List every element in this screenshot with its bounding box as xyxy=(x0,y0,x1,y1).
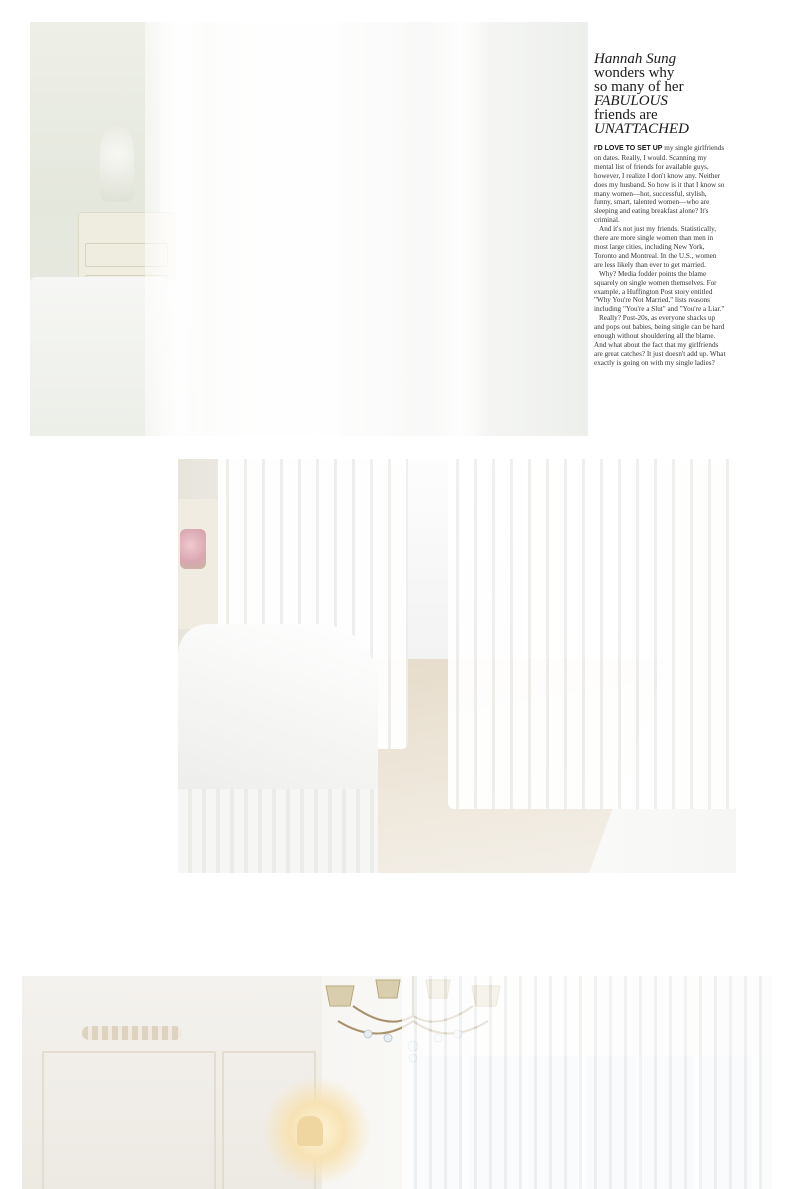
headline-line: FABULOUS xyxy=(594,93,668,109)
headline-line: UNATTACHED xyxy=(594,121,690,137)
bed-skirt xyxy=(178,789,378,873)
headline-line: friends are xyxy=(594,107,658,123)
curtain-fold xyxy=(150,22,210,436)
paragraph-text: my single girlfriends on dates. Really, I would. Scanning my mental list of friends for available guys, however, I realize I don't know any. Neither does my husband. So how is it that I know so many women—hot, successful, stylish, funny, smart, talented women—who are sleeping and eating breakfast alone? It's criminal. xyxy=(594,144,725,225)
article-paragraph xyxy=(594,144,726,225)
article-headline xyxy=(594,52,726,136)
sheer-curtain-photo-top xyxy=(30,22,588,436)
chandelier-room-photo xyxy=(22,976,772,1189)
headline-line: wonders why xyxy=(594,65,675,81)
headline-line: so many of her xyxy=(594,79,684,95)
lamp-shade xyxy=(100,122,134,202)
article-paragraph: Really? Post-20s, as everyone shacks up and pops out babies, being single can be hard enough without shouldering all the blame. And what about the fact that my girlfriends are great catches? It just doesn't add up. What exactly is going on with my single ladies? xyxy=(594,314,726,367)
article-paragraph: Why? Media fodder points the blame squarely on single women themselves. For example, a Huffington Post story entitled "Why You're Not Married," lists reasons including "You're a Slut" and "You're a Liar." xyxy=(594,269,725,314)
wall-sconce xyxy=(297,1116,323,1146)
article-paragraph: And it's not just my friends. Statistically, there are more single women than men in most large cities, including New York, Toronto and Montreal. In the U.S., women are less likely than ever to get married. xyxy=(594,225,717,269)
article-body xyxy=(594,144,726,368)
magazine-article xyxy=(594,52,726,368)
sheer-curtain-right xyxy=(448,459,736,809)
wall-ornament xyxy=(82,1026,182,1040)
sheer-curtain xyxy=(402,976,772,1189)
article-lead: I'D LOVE TO SET UP xyxy=(594,145,663,152)
wall-molding xyxy=(42,1051,216,1189)
headline-line: Hannah Sung xyxy=(594,51,677,67)
flower-vase xyxy=(180,529,206,569)
sheer-curtain-photo-middle xyxy=(178,459,736,873)
curtain-fold xyxy=(290,22,350,436)
curtain-fold xyxy=(430,22,490,436)
sheer-curtain xyxy=(145,22,588,436)
